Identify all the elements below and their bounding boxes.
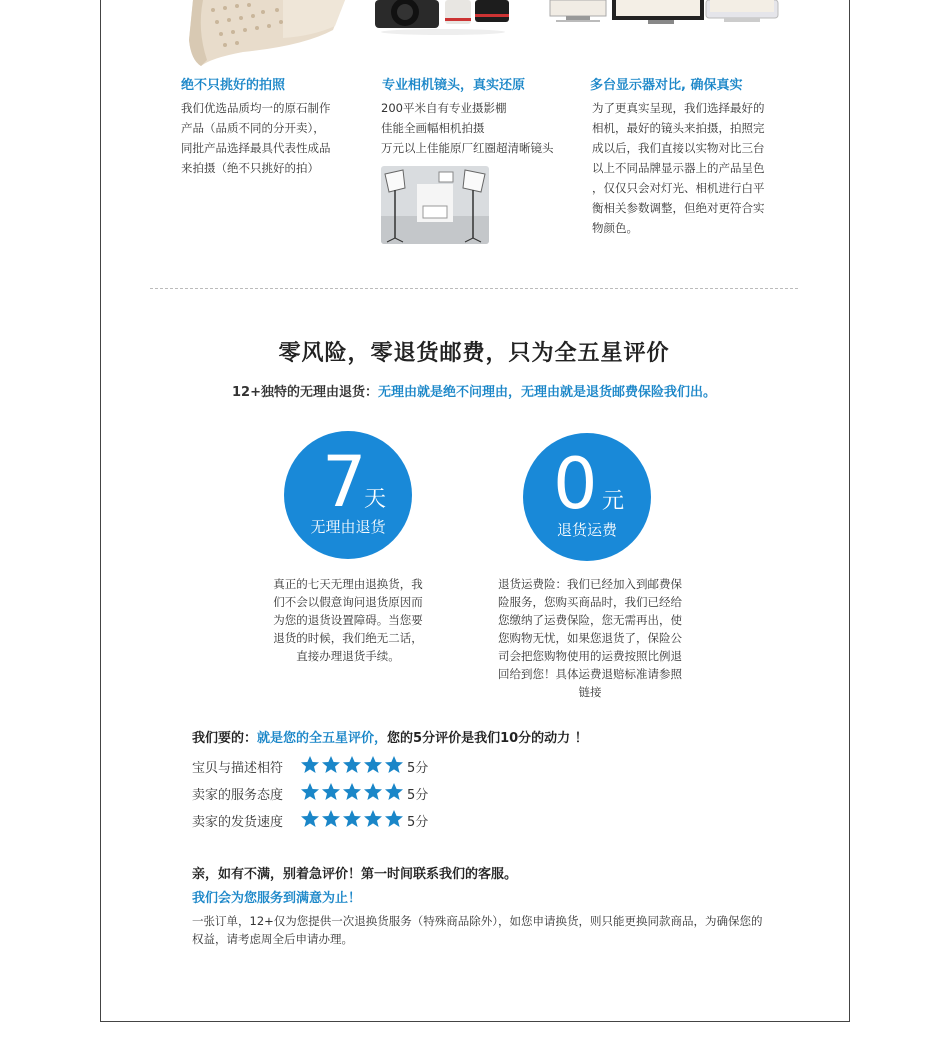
feature-3-line: 衡相关参数调整，但绝对更符合实 <box>592 201 765 215</box>
policy-line: 一张订单，12+仅为您提供一次退换货服务（特殊商品除外），如您申请换货，则只能更换同款商品，为确保您的 <box>192 914 763 928</box>
badge-caption: 无理由退货 <box>310 518 386 536</box>
star-icon <box>384 809 404 829</box>
feature-1-line: 我们优选品质均一的原石制作 <box>181 101 331 115</box>
desc-line: 们不会以假意询问退货原因而 <box>273 595 423 609</box>
feature-title-1: 绝不只挑好的拍照 <box>181 78 286 93</box>
desc-line: 链接 <box>578 685 602 699</box>
feature-3-line: 成以后，我们直接以实物对比三台 <box>592 141 765 155</box>
desc-line: 险服务，您购买商品时，我们已经给 <box>498 595 682 609</box>
feature-2-line: 佳能全画幅相机拍摄 <box>381 121 485 135</box>
star-icon <box>363 782 383 802</box>
badge-unit: 元 <box>602 489 625 514</box>
subline-prefix: 12+独特的无理由退货： <box>232 385 378 400</box>
rating-score: 5分 <box>407 788 429 803</box>
section-divider <box>150 288 798 289</box>
seven-day-return-desc <box>262 575 434 665</box>
star-rating <box>300 755 404 775</box>
desc-line: 司会把您购物使用的运费按照比例退 <box>498 649 682 663</box>
badge-unit: 天 <box>364 487 387 512</box>
feature-3-line: 相机，最好的镜头来拍摄，拍照完 <box>592 121 765 135</box>
desc-line: 退货运费险：我们已经加入到邮费保 <box>498 577 682 591</box>
star-rating <box>300 809 404 829</box>
star-icon <box>342 755 362 775</box>
star-icon <box>300 809 320 829</box>
star-icon <box>342 782 362 802</box>
rating-request <box>192 727 588 746</box>
star-icon <box>384 755 404 775</box>
return-policy-subline <box>100 381 848 400</box>
feature-3-line: 物颜色。 <box>592 221 638 235</box>
badge-number: 7 <box>322 441 367 523</box>
desc-line: 直接办理退货手续。 <box>296 649 400 663</box>
feature-3-line: 为了更真实呈现，我们选择最好的 <box>592 101 765 115</box>
desc-line: 您缴纳了运费保险，您无需再出，使 <box>498 613 682 627</box>
star-icon <box>384 782 404 802</box>
towel-product-photo <box>183 0 345 66</box>
star-icon <box>363 755 383 775</box>
desc-line: 真正的七天无理由退换货，我 <box>273 577 423 591</box>
star-icon <box>300 782 320 802</box>
star-icon <box>300 755 320 775</box>
badge-caption: 退货运费 <box>556 521 617 539</box>
desc-line: 回给到您！具体运费退赔标准请参照 <box>498 667 682 681</box>
dissatisfied-note: 亲，如有不满，别着急评价！第一时间联系我们的客服。 <box>192 867 518 882</box>
feature-3-line: 以上不同品牌显示器上的产品呈色 <box>592 161 765 175</box>
service-promise: 我们会为您服务到满意为止！ <box>192 891 362 906</box>
zero-shipping-desc <box>486 575 694 701</box>
rating-label: 卖家的发货速度 <box>192 815 284 830</box>
page-headline: 零风险，零退货邮费，只为全五星评价 <box>278 341 670 366</box>
badge-number: 0 <box>553 443 598 525</box>
star-icon <box>342 809 362 829</box>
feature-text-3 <box>592 98 788 238</box>
feature-1-line: 来拍摄（绝不只挑好的拍） <box>181 161 319 175</box>
feature-title-2: 专业相机镜头，真实还原 <box>382 78 526 93</box>
subline-highlight: 无理由就是绝不问理由，无理由就是退货邮费保险我们出。 <box>377 385 716 400</box>
star-icon <box>321 782 341 802</box>
feature-1-line: 产品（品质不同的分开卖）， <box>181 121 325 135</box>
rating-label: 卖家的服务态度 <box>192 788 284 803</box>
feature-2-line: 200平米自有专业摄影棚 <box>381 101 507 115</box>
want-suffix: 您的5分评价是我们10分的动力 ！ <box>387 731 588 746</box>
star-icon <box>321 755 341 775</box>
desc-line: 为您的退货设置障碍。当您要 <box>273 613 423 627</box>
exchange-policy <box>192 912 802 948</box>
feature-text-1 <box>181 98 349 178</box>
rating-label: 宝贝与描述相符 <box>192 761 284 776</box>
feature-title-3: 多台显示器对比, 确保真实 <box>590 78 743 93</box>
star-icon <box>363 809 383 829</box>
policy-line: 权益，请考虑周全后申请办理。 <box>192 932 353 946</box>
feature-text-2 <box>381 98 581 158</box>
rating-score: 5分 <box>407 815 429 830</box>
desc-line: 您购物无忧，如果您退货了，保险公 <box>498 631 682 645</box>
photo-studio-image <box>381 166 489 244</box>
star-rating <box>300 782 404 802</box>
seven-day-return-badge <box>284 431 412 559</box>
feature-3-line: ，仅仅只会对灯光、相机进行白平 <box>592 181 765 195</box>
desc-line: 退货的时候，我们绝无二话， <box>273 631 423 645</box>
rating-score: 5分 <box>407 761 429 776</box>
feature-1-line: 同批产品选择最具代表性成品 <box>181 141 331 155</box>
feature-2-line: 万元以上佳能原厂红圈超清晰镜头 <box>381 141 554 155</box>
star-icon <box>321 809 341 829</box>
camera-lens-photo <box>375 0 511 36</box>
want-highlight: 就是您的全五星评价， <box>257 731 388 746</box>
monitors-photo <box>548 0 780 26</box>
zero-shipping-badge <box>523 433 651 561</box>
want-prefix: 我们要的： <box>192 731 258 746</box>
